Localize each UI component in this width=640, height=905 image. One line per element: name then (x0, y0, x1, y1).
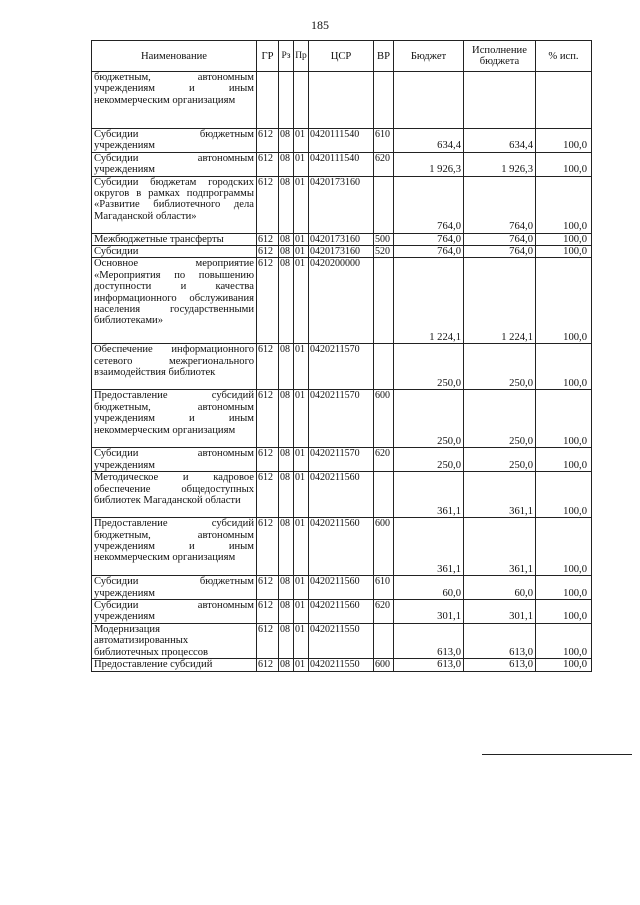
cell-percent: 100,0 (536, 518, 592, 576)
cell-gr: 612 (257, 258, 279, 344)
cell-rz: 08 (279, 233, 294, 245)
cell-execution: 361,1 (464, 472, 536, 518)
cell-execution: 250,0 (464, 448, 536, 472)
cell-csr: 0420211560 (309, 472, 374, 518)
cell-csr: 0420173160 (309, 176, 374, 233)
page-number: 185 (311, 18, 329, 32)
cell-pr: 01 (294, 659, 309, 671)
cell-percent: 100,0 (536, 600, 592, 624)
cell-execution: 613,0 (464, 659, 536, 671)
header-name: Наименование (92, 41, 257, 72)
cell-name: Субсидии автономным учреждениям (92, 152, 257, 176)
table-row (92, 472, 592, 518)
cell-rz: 08 (279, 623, 294, 658)
cell-budget: 250,0 (394, 390, 464, 448)
cell-percent: 100,0 (536, 152, 592, 176)
table-row (92, 659, 592, 671)
cell-execution: 634,4 (464, 129, 536, 153)
table-header-row (92, 41, 592, 72)
cell-vr (374, 258, 394, 344)
cell-gr: 612 (257, 344, 279, 390)
cell-rz: 08 (279, 518, 294, 576)
cell-execution: 250,0 (464, 344, 536, 390)
cell-csr: 0420173160 (309, 233, 374, 245)
cell-budget: 301,1 (394, 600, 464, 624)
cell-percent: 100,0 (536, 344, 592, 390)
cell-pr: 01 (294, 152, 309, 176)
cell-gr: 612 (257, 246, 279, 258)
cell-budget: 361,1 (394, 472, 464, 518)
header-gr: ГР (257, 41, 279, 72)
cell-budget: 764,0 (394, 246, 464, 258)
cell-budget: 1 926,3 (394, 152, 464, 176)
cell-pr: 01 (294, 258, 309, 344)
cell-vr: 600 (374, 390, 394, 448)
header-vr: ВР (374, 41, 394, 72)
cell-rz: 08 (279, 246, 294, 258)
cell-gr: 612 (257, 472, 279, 518)
cell-name: Методическое и кадровое обеспечение общедоступных библиотек Магаданской области (92, 472, 257, 518)
cell-rz: 08 (279, 176, 294, 233)
cell-rz (279, 72, 294, 129)
cell-csr: 0420211570 (309, 390, 374, 448)
cell-gr: 612 (257, 448, 279, 472)
cell-name: Основное мероприятие «Мероприятия по повышению доступности и качества информационного обслуживания населения государственными библиотеками» (92, 258, 257, 344)
cell-csr: 0420211570 (309, 448, 374, 472)
cell-name: Модернизация автоматизированных библиотечных процессов (92, 623, 257, 658)
cell-gr: 612 (257, 176, 279, 233)
cell-vr: 620 (374, 600, 394, 624)
cell-rz: 08 (279, 576, 294, 600)
cell-budget: 60,0 (394, 576, 464, 600)
header-pr: Пр (294, 41, 309, 72)
cell-csr: 0420111540 (309, 152, 374, 176)
cell-rz: 08 (279, 659, 294, 671)
table-row (92, 176, 592, 233)
cell-pr: 01 (294, 233, 309, 245)
cell-execution: 764,0 (464, 176, 536, 233)
cell-vr: 620 (374, 448, 394, 472)
budget-table (91, 40, 592, 672)
cell-execution: 764,0 (464, 233, 536, 245)
cell-csr: 0420211570 (309, 344, 374, 390)
table-row (92, 258, 592, 344)
cell-execution: 1 224,1 (464, 258, 536, 344)
cell-vr (374, 472, 394, 518)
cell-vr: 600 (374, 659, 394, 671)
table-row (92, 448, 592, 472)
cell-percent: 100,0 (536, 129, 592, 153)
cell-rz: 08 (279, 344, 294, 390)
cell-gr: 612 (257, 576, 279, 600)
cell-budget (394, 72, 464, 129)
cell-vr (374, 623, 394, 658)
cell-pr: 01 (294, 448, 309, 472)
cell-name: Предоставление субсидий бюджетным, автономным учреждениям и иным некоммерческим организациям (92, 390, 257, 448)
cell-gr: 612 (257, 659, 279, 671)
header-budget: Бюджет (394, 41, 464, 72)
cell-name: Предоставление субсидий бюджетным, автономным учреждениям и иным некоммерческим организациям (92, 518, 257, 576)
header-execution: Исполнение бюджета (464, 41, 536, 72)
cell-csr (309, 72, 374, 129)
cell-percent: 100,0 (536, 233, 592, 245)
cell-gr: 612 (257, 233, 279, 245)
cell-pr: 01 (294, 390, 309, 448)
cell-percent: 100,0 (536, 390, 592, 448)
cell-gr: 612 (257, 518, 279, 576)
cell-name: Субсидии бюджетным учреждениям (92, 576, 257, 600)
table-row (92, 623, 592, 658)
cell-name: Предоставление субсидий (92, 659, 257, 671)
cell-pr: 01 (294, 576, 309, 600)
cell-execution: 250,0 (464, 390, 536, 448)
cell-rz: 08 (279, 152, 294, 176)
table-row (92, 129, 592, 153)
cell-pr: 01 (294, 344, 309, 390)
header-percent: % исп. (536, 41, 592, 72)
cell-vr (374, 72, 394, 129)
cell-name: Субсидии бюджетам городских округов в рамках подпрограммы «Развитие библиотечного дела Магаданской области» (92, 176, 257, 233)
cell-rz: 08 (279, 448, 294, 472)
cell-budget: 613,0 (394, 659, 464, 671)
cell-gr: 612 (257, 152, 279, 176)
cell-pr: 01 (294, 623, 309, 658)
cell-percent: 100,0 (536, 659, 592, 671)
cell-execution: 613,0 (464, 623, 536, 658)
cell-gr (257, 72, 279, 129)
cell-execution: 764,0 (464, 246, 536, 258)
cell-csr: 0420211560 (309, 518, 374, 576)
cell-vr: 520 (374, 246, 394, 258)
header-rz: Рз (279, 41, 294, 72)
cell-execution (464, 72, 536, 129)
footer-rule (482, 754, 632, 755)
cell-csr: 0420111540 (309, 129, 374, 153)
cell-vr: 620 (374, 152, 394, 176)
cell-pr: 01 (294, 129, 309, 153)
cell-csr: 0420211550 (309, 659, 374, 671)
cell-pr: 01 (294, 472, 309, 518)
cell-percent: 100,0 (536, 176, 592, 233)
cell-percent (536, 72, 592, 129)
cell-gr: 612 (257, 390, 279, 448)
table-row (92, 518, 592, 576)
table-row (92, 233, 592, 245)
header-csr: ЦСР (309, 41, 374, 72)
cell-name: Межбюджетные трансферты (92, 233, 257, 245)
cell-vr: 500 (374, 233, 394, 245)
cell-budget: 634,4 (394, 129, 464, 153)
cell-vr: 610 (374, 576, 394, 600)
table-row (92, 600, 592, 624)
table-row (92, 390, 592, 448)
cell-vr: 610 (374, 129, 394, 153)
cell-name: бюджетным, автономным учреждениям и иным некоммерческим организациям (92, 72, 257, 129)
table-row (92, 576, 592, 600)
cell-budget: 361,1 (394, 518, 464, 576)
cell-percent: 100,0 (536, 258, 592, 344)
cell-rz: 08 (279, 390, 294, 448)
cell-percent: 100,0 (536, 472, 592, 518)
cell-pr: 01 (294, 600, 309, 624)
cell-csr: 0420211550 (309, 623, 374, 658)
cell-execution: 361,1 (464, 518, 536, 576)
table-body (92, 72, 592, 672)
cell-percent: 100,0 (536, 246, 592, 258)
table-row (92, 152, 592, 176)
cell-pr: 01 (294, 246, 309, 258)
cell-budget: 764,0 (394, 176, 464, 233)
cell-execution: 301,1 (464, 600, 536, 624)
cell-rz: 08 (279, 129, 294, 153)
cell-percent: 100,0 (536, 448, 592, 472)
table-row (92, 246, 592, 258)
cell-name: Субсидии (92, 246, 257, 258)
cell-csr: 0420200000 (309, 258, 374, 344)
cell-gr: 612 (257, 129, 279, 153)
cell-gr: 612 (257, 623, 279, 658)
cell-csr: 0420173160 (309, 246, 374, 258)
cell-csr: 0420211560 (309, 576, 374, 600)
cell-execution: 60,0 (464, 576, 536, 600)
cell-name: Субсидии автономным учреждениям (92, 448, 257, 472)
cell-pr (294, 72, 309, 129)
table-row (92, 344, 592, 390)
cell-vr (374, 344, 394, 390)
cell-percent: 100,0 (536, 576, 592, 600)
cell-name: Субсидии автономным учреждениям (92, 600, 257, 624)
cell-budget: 613,0 (394, 623, 464, 658)
cell-name: Субсидии бюджетным учреждениям (92, 129, 257, 153)
cell-vr (374, 176, 394, 233)
cell-vr: 600 (374, 518, 394, 576)
cell-pr: 01 (294, 518, 309, 576)
cell-execution: 1 926,3 (464, 152, 536, 176)
cell-rz: 08 (279, 258, 294, 344)
cell-rz: 08 (279, 472, 294, 518)
table-row (92, 72, 592, 129)
cell-budget: 1 224,1 (394, 258, 464, 344)
cell-budget: 250,0 (394, 344, 464, 390)
cell-percent: 100,0 (536, 623, 592, 658)
cell-budget: 250,0 (394, 448, 464, 472)
cell-csr: 0420211560 (309, 600, 374, 624)
cell-name: Обеспечение информационного сетевого межрегионального взаимодействия библиотек (92, 344, 257, 390)
cell-gr: 612 (257, 600, 279, 624)
cell-rz: 08 (279, 600, 294, 624)
cell-pr: 01 (294, 176, 309, 233)
cell-budget: 764,0 (394, 233, 464, 245)
